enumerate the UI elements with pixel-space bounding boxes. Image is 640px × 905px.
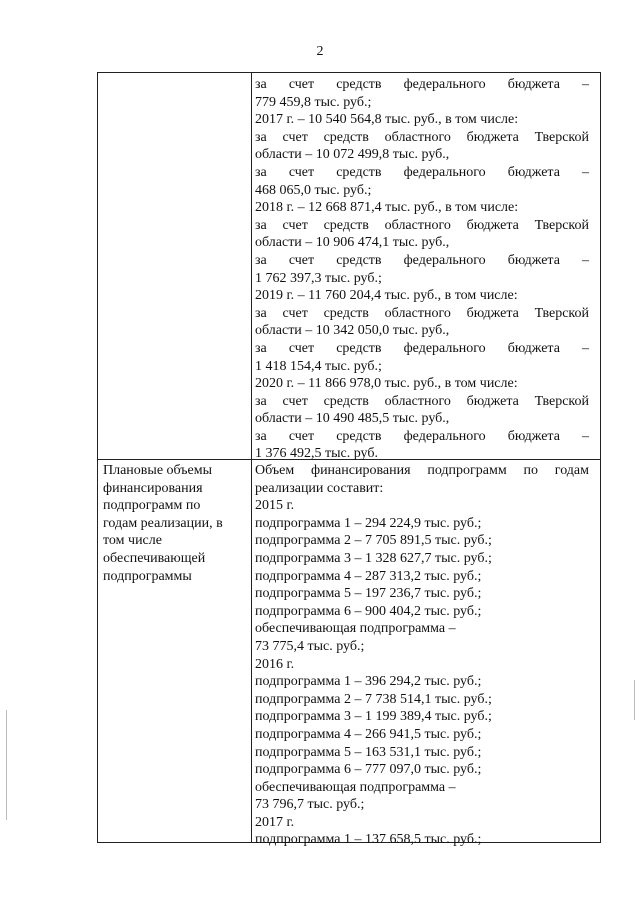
text-line: подпрограмма 5 – 163 531,1 тыс. руб.; — [255, 744, 482, 760]
text-line: том числе — [103, 533, 162, 549]
text-line: 73 796,7 тыс. руб.; — [255, 797, 365, 813]
text-line: обеспечивающей — [103, 550, 206, 566]
text-line: области – 10 490 485,5 тыс. руб., — [255, 411, 450, 427]
text-line: 73 775,4 тыс. руб.; — [255, 638, 365, 654]
text-line: подпрограмма 4 – 287 313,2 тыс. руб.; — [255, 568, 482, 584]
text-line: подпрограмма 6 – 777 097,0 тыс. руб.; — [255, 762, 482, 778]
text-line: подпрограмма 2 – 7 738 514,1 тыс. руб.; — [255, 691, 492, 707]
text-line: 2017 г. — [255, 814, 295, 830]
text-line: годам реализации, в — [103, 515, 223, 531]
text-line: подпрограмма 1 – 396 294,2 тыс. руб.; — [255, 674, 482, 690]
page-number: 2 — [316, 44, 324, 59]
column-divider — [251, 73, 252, 842]
text-line: за счет средств федерального бюджета – — [255, 340, 589, 356]
text-line: за счет средств федерального бюджета – — [255, 428, 589, 444]
text-line: 468 065,0 тыс. руб.; — [255, 182, 372, 198]
text-line: подпрограмма 2 – 7 705 891,5 тыс. руб.; — [255, 533, 492, 549]
text-line: подпрограмм по — [103, 498, 201, 514]
text-line: за счет средств областного бюджета Тверской — [255, 217, 589, 233]
text-line: 2016 г. — [255, 656, 295, 672]
text-line: подпрограмма 4 – 266 941,5 тыс. руб.; — [255, 726, 482, 742]
text-line: за счет средств областного бюджета Тверской — [255, 305, 589, 321]
text-line: области – 10 906 474,1 тыс. руб., — [255, 235, 450, 251]
passport-table — [97, 72, 601, 848]
text-line: 779 459,8 тыс. руб.; — [255, 94, 372, 110]
text-line: обеспечивающая подпрограмма – — [255, 779, 456, 795]
text-line: подпрограмма 3 – 1 328 627,7 тыс. руб.; — [255, 550, 492, 566]
text-line: за счет средств областного бюджета Тверской — [255, 393, 589, 409]
text-line: реализации составит: — [255, 480, 384, 496]
text-line: 1 762 397,3 тыс. руб.; — [255, 270, 382, 286]
text-line: 2015 г. — [255, 498, 295, 514]
text-line: 2019 г. – 11 760 204,4 тыс. руб., в том числе: — [255, 288, 518, 304]
text-line: подпрограмма 5 – 197 236,7 тыс. руб.; — [255, 586, 482, 602]
subprogram-funding-cell — [255, 462, 589, 849]
text-line: финансирования — [103, 480, 203, 496]
scan-edge-mark — [634, 680, 635, 720]
text-line: подпрограммы — [103, 568, 192, 584]
text-line: подпрограмма 3 – 1 199 389,4 тыс. руб.; — [255, 709, 492, 725]
text-line: подпрограмма 1 – 294 224,9 тыс. руб.; — [255, 515, 482, 531]
text-line: обеспечивающая подпрограмма – — [255, 621, 456, 637]
text-line: подпрограмма 1 – 137 658,5 тыс. руб.; — [255, 832, 482, 848]
text-line: 2017 г. – 10 540 564,8 тыс. руб., в том числе: — [255, 112, 519, 128]
text-line: 1 376 492,5 тыс. руб. — [255, 446, 378, 462]
text-line: Объем финансирования подпрограмм по годам — [255, 463, 589, 478]
text-line: Плановые объемы — [103, 463, 213, 478]
text-line: за счет средств федерального бюджета – — [255, 252, 589, 268]
text-line: за счет средств федерального бюджета – — [255, 77, 589, 92]
scan-edge-mark — [6, 710, 7, 820]
row-label-cell — [103, 462, 243, 585]
text-line: за счет средств областного бюджета Тверской — [255, 129, 589, 145]
text-line: за счет средств федерального бюджета – — [255, 164, 589, 180]
text-line: подпрограмма 6 – 900 404,2 тыс. руб.; — [255, 603, 482, 619]
text-line: 2018 г. – 12 668 871,4 тыс. руб., в том числе: — [255, 200, 519, 216]
text-line: области – 10 072 499,8 тыс. руб., — [255, 147, 450, 163]
text-line: 2020 г. – 11 866 978,0 тыс. руб., в том числе: — [255, 376, 518, 392]
funding-by-year-cell — [255, 76, 589, 463]
text-line: области – 10 342 050,0 тыс. руб., — [255, 323, 450, 339]
text-line: 1 418 154,4 тыс. руб.; — [255, 358, 382, 374]
